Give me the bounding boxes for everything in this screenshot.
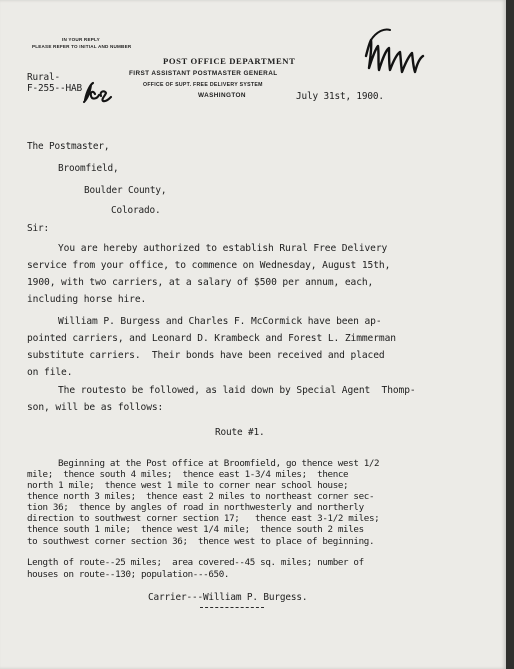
route-line: thence north 3 miles; thence east 2 miles to northeast corner sec- [27,491,375,502]
paragraph-2-line1: William P. Burgess and Charles F. McCormick have been ap- [58,316,382,327]
paragraph-2-line2: pointed carriers, and Leonard D. Krambeck and Forest L. Zimmerman [27,333,396,344]
handwritten-initials [79,80,119,106]
paragraph-1-line2: service from your office, to commence on Wednesday, August 15th, [27,260,391,271]
route-line: direction to southwest corner section 17; thence east 3-1/2 miles; [27,513,380,524]
letterhead-division: OFFICE OF SUPT. FREE DELIVERY SYSTEM [143,82,263,88]
paragraph-3-line2: son, will be as follows: [27,402,164,413]
address-line4: Colorado. [111,205,161,216]
reply-note-line1: IN YOUR REPLY [62,37,100,42]
letter-date: July 31st, 1900. [296,91,384,102]
file-ref-line2: F-255--HAB [27,83,82,94]
summary-line1: Length of route--25 miles; area covered--45 sq. miles; number of [27,557,364,568]
summary-line2: houses on route--130; population---650. [27,569,230,580]
handwritten-signature [362,26,426,84]
salutation: Sir: [27,223,49,234]
reply-note-line2: PLEASE REFER TO INITIAL AND NUMBER [32,44,132,49]
scan-edge [506,0,514,669]
address-line2: Broomfield, [58,163,119,174]
route-line: Beginning at the Post office at Broomfield, go thence west 1/2 [58,458,380,469]
route-line: tion 36; thence by angles of road in northwesterly and northerly [27,502,364,513]
paragraph-2-line4: on file. [27,367,73,378]
paragraph-1-line3: 1900, with two carriers, at a salary of $500 per annum, each, [27,277,374,288]
letterhead-department: POST OFFICE DEPARTMENT [163,56,296,66]
paragraph-2-line3: substitute carriers. Their bonds have been received and placed [27,350,385,361]
route-title: Route #1. [215,427,265,438]
letterhead-city: WASHINGTON [198,92,246,99]
carrier-line: Carrier---William P. Burgess. [148,592,308,603]
file-ref-line1: Rural- [27,72,60,83]
carrier-underline [200,607,264,608]
route-line: mile; thence south 4 miles; thence east 1-3/4 miles; thence [27,469,349,480]
letterhead-office: FIRST ASSISTANT POSTMASTER GENERAL [129,70,278,77]
route-line: thence south 1 mile; thence west 1/4 mile; thence south 2 miles [27,524,364,535]
paragraph-1-line4: including horse hire. [27,294,147,305]
paragraph-1-line1: You are hereby authorized to establish Rural Free Delivery [58,243,388,254]
address-line3: Boulder County, [84,185,167,196]
route-line: to southwest corner section 36; thence west to place of beginning. [27,536,375,547]
address-line1: The Postmaster, [27,141,110,152]
route-line: north 1 mile; thence west 1 mile to corner near school house; [27,480,349,491]
paragraph-3-line1: The routesto be followed, as laid down by Special Agent Thomp- [58,385,416,396]
